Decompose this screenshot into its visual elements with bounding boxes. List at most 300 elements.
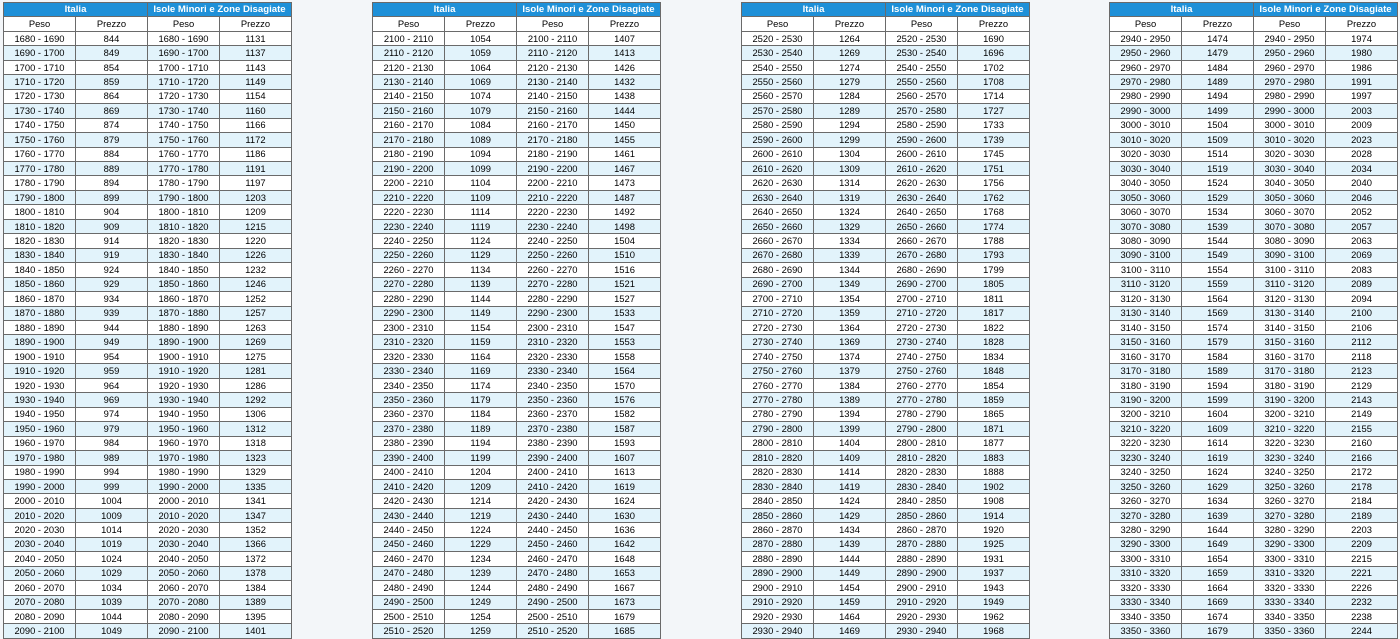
peso-isole-cell: 2390 - 2400 — [517, 451, 589, 465]
prezzo-italia-cell: 1594 — [1182, 378, 1254, 392]
peso-italia-cell: 2510 - 2520 — [373, 624, 445, 638]
peso-italia-cell: 2760 - 2770 — [742, 378, 814, 392]
peso-italia-cell: 2680 - 2690 — [742, 263, 814, 277]
table-row — [742, 219, 1030, 233]
peso-italia-cell: 3010 - 3020 — [1110, 133, 1182, 147]
prezzo-italia-cell: 1559 — [1182, 277, 1254, 291]
prezzo-isole-cell: 1413 — [589, 46, 661, 60]
prezzo-isole-cell: 1587 — [589, 422, 661, 436]
prezzo-isole-cell: 1756 — [958, 176, 1030, 190]
prezzo-italia-cell: 1469 — [814, 624, 886, 638]
peso-italia-cell: 1710 - 1720 — [4, 75, 76, 89]
peso-isole-cell: 2940 - 2950 — [1254, 31, 1326, 45]
prezzo-italia-cell: 1674 — [1182, 610, 1254, 624]
prezzo-isole-cell: 1154 — [220, 89, 292, 103]
prezzo-italia-cell: 844 — [76, 31, 148, 45]
peso-italia-cell: 3350 - 3360 — [1110, 624, 1182, 638]
column-prezzo: Prezzo — [1326, 17, 1398, 31]
peso-italia-cell: 2390 - 2400 — [373, 451, 445, 465]
peso-isole-cell: 3040 - 3050 — [1254, 176, 1326, 190]
peso-isole-cell: 3220 - 3230 — [1254, 436, 1326, 450]
price-table — [1109, 2, 1398, 639]
prezzo-isole-cell: 2166 — [1326, 451, 1398, 465]
peso-isole-cell: 1940 - 1950 — [148, 407, 220, 421]
peso-italia-cell: 1680 - 1690 — [4, 31, 76, 45]
table-row — [1110, 335, 1398, 349]
prezzo-isole-cell: 1378 — [220, 566, 292, 580]
prezzo-isole-cell: 1432 — [589, 75, 661, 89]
prezzo-italia-cell: 1369 — [814, 335, 886, 349]
table-row — [373, 523, 661, 537]
peso-isole-cell: 2770 - 2780 — [886, 393, 958, 407]
prezzo-isole-cell: 1492 — [589, 205, 661, 219]
prezzo-italia-cell: 1494 — [1182, 89, 1254, 103]
table-row — [4, 566, 292, 580]
peso-italia-cell: 2790 - 2800 — [742, 422, 814, 436]
peso-italia-cell: 2860 - 2870 — [742, 523, 814, 537]
table-row — [1110, 378, 1398, 392]
prezzo-isole-cell: 2178 — [1326, 479, 1398, 493]
table-row — [4, 494, 292, 508]
peso-italia-cell: 2110 - 2120 — [373, 46, 445, 60]
table-row — [742, 176, 1030, 190]
peso-italia-cell: 1930 - 1940 — [4, 393, 76, 407]
peso-italia-cell: 3020 - 3030 — [1110, 147, 1182, 161]
peso-italia-cell: 2610 - 2620 — [742, 161, 814, 175]
peso-isole-cell: 2190 - 2200 — [517, 161, 589, 175]
peso-italia-cell: 1820 - 1830 — [4, 234, 76, 248]
peso-italia-cell: 2840 - 2850 — [742, 494, 814, 508]
peso-isole-cell: 1860 - 1870 — [148, 292, 220, 306]
peso-italia-cell: 2260 - 2270 — [373, 263, 445, 277]
peso-italia-cell: 2080 - 2090 — [4, 610, 76, 624]
peso-italia-cell: 2350 - 2360 — [373, 393, 445, 407]
prezzo-isole-cell: 2203 — [1326, 523, 1398, 537]
peso-italia-cell: 1980 - 1990 — [4, 465, 76, 479]
prezzo-isole-cell: 1696 — [958, 46, 1030, 60]
table-row — [742, 335, 1030, 349]
peso-isole-cell: 1700 - 1710 — [148, 60, 220, 74]
table-row — [742, 292, 1030, 306]
prezzo-isole-cell: 1257 — [220, 306, 292, 320]
prezzo-isole-cell: 2226 — [1326, 581, 1398, 595]
prezzo-italia-cell: 939 — [76, 306, 148, 320]
peso-isole-cell: 2990 - 3000 — [1254, 104, 1326, 118]
peso-isole-cell: 1850 - 1860 — [148, 277, 220, 291]
peso-italia-cell: 2280 - 2290 — [373, 292, 445, 306]
prezzo-isole-cell: 1739 — [958, 133, 1030, 147]
prezzo-italia-cell: 1339 — [814, 248, 886, 262]
table-row — [742, 566, 1030, 580]
peso-isole-cell: 2140 - 2150 — [517, 89, 589, 103]
peso-italia-cell: 2870 - 2880 — [742, 537, 814, 551]
column-prezzo: Prezzo — [958, 17, 1030, 31]
column-peso: Peso — [517, 17, 589, 31]
peso-italia-cell: 2480 - 2490 — [373, 581, 445, 595]
prezzo-isole-cell: 2184 — [1326, 494, 1398, 508]
table-row — [1110, 176, 1398, 190]
peso-isole-cell: 2030 - 2040 — [148, 537, 220, 551]
table-row — [742, 364, 1030, 378]
table-row — [1110, 263, 1398, 277]
header-italia: Italia — [742, 3, 886, 17]
table-row — [4, 393, 292, 407]
peso-italia-cell: 1950 - 1960 — [4, 422, 76, 436]
peso-isole-cell: 3010 - 3020 — [1254, 133, 1326, 147]
peso-isole-cell: 2540 - 2550 — [886, 60, 958, 74]
prezzo-isole-cell: 1527 — [589, 292, 661, 306]
peso-italia-cell: 2320 - 2330 — [373, 349, 445, 363]
prezzo-isole-cell: 2057 — [1326, 219, 1398, 233]
peso-isole-cell: 2080 - 2090 — [148, 610, 220, 624]
prezzo-italia-cell: 1679 — [1182, 624, 1254, 638]
prezzo-isole-cell: 1745 — [958, 147, 1030, 161]
peso-italia-cell: 3330 - 3340 — [1110, 595, 1182, 609]
prezzo-isole-cell: 1834 — [958, 349, 1030, 363]
prezzo-italia-cell: 1349 — [814, 277, 886, 291]
peso-italia-cell: 1850 - 1860 — [4, 277, 76, 291]
prezzo-isole-cell: 1252 — [220, 292, 292, 306]
prezzo-italia-cell: 1199 — [445, 451, 517, 465]
prezzo-italia-cell: 894 — [76, 176, 148, 190]
prezzo-italia-cell: 1279 — [814, 75, 886, 89]
table-row — [1110, 523, 1398, 537]
prezzo-isole-cell: 1727 — [958, 104, 1030, 118]
prezzo-italia-cell: 1409 — [814, 451, 886, 465]
prezzo-italia-cell: 1329 — [814, 219, 886, 233]
prezzo-isole-cell: 1487 — [589, 190, 661, 204]
table-row — [373, 407, 661, 421]
peso-isole-cell: 3140 - 3150 — [1254, 320, 1326, 334]
table-row — [4, 190, 292, 204]
peso-isole-cell: 2260 - 2270 — [517, 263, 589, 277]
table-row — [742, 407, 1030, 421]
prezzo-italia-cell: 1089 — [445, 133, 517, 147]
table-row — [742, 537, 1030, 551]
peso-italia-cell: 2270 - 2280 — [373, 277, 445, 291]
table-row — [373, 60, 661, 74]
prezzo-isole-cell: 1607 — [589, 451, 661, 465]
peso-italia-cell: 2160 - 2170 — [373, 118, 445, 132]
table-row — [4, 263, 292, 277]
peso-italia-cell: 2490 - 2500 — [373, 595, 445, 609]
prezzo-isole-cell: 1281 — [220, 364, 292, 378]
prezzo-isole-cell: 2172 — [1326, 465, 1398, 479]
prezzo-italia-cell: 1624 — [1182, 465, 1254, 479]
prezzo-italia-cell: 1504 — [1182, 118, 1254, 132]
prezzo-isole-cell: 1854 — [958, 378, 1030, 392]
prezzo-italia-cell: 1589 — [1182, 364, 1254, 378]
table-row — [4, 205, 292, 219]
table-row — [4, 292, 292, 306]
column-prezzo: Prezzo — [1182, 17, 1254, 31]
peso-italia-cell: 2740 - 2750 — [742, 349, 814, 363]
prezzo-isole-cell: 1991 — [1326, 75, 1398, 89]
prezzo-italia-cell: 1649 — [1182, 537, 1254, 551]
prezzo-isole-cell: 2143 — [1326, 393, 1398, 407]
prezzo-italia-cell: 1284 — [814, 89, 886, 103]
peso-isole-cell: 2760 - 2770 — [886, 378, 958, 392]
peso-isole-cell: 2570 - 2580 — [886, 104, 958, 118]
peso-italia-cell: 2150 - 2160 — [373, 104, 445, 118]
header-isole-minori: Isole Minori e Zone Disagiate — [1254, 3, 1398, 17]
prezzo-isole-cell: 1286 — [220, 378, 292, 392]
peso-isole-cell: 1730 - 1740 — [148, 104, 220, 118]
prezzo-isole-cell: 1143 — [220, 60, 292, 74]
prezzo-isole-cell: 1636 — [589, 523, 661, 537]
peso-italia-cell: 2170 - 2180 — [373, 133, 445, 147]
peso-isole-cell: 2020 - 2030 — [148, 523, 220, 537]
prezzo-italia-cell: 1189 — [445, 422, 517, 436]
column-peso: Peso — [373, 17, 445, 31]
prezzo-italia-cell: 884 — [76, 147, 148, 161]
table-row — [1110, 465, 1398, 479]
table-row — [1110, 349, 1398, 363]
prezzo-italia-cell: 1574 — [1182, 320, 1254, 334]
table-row — [1110, 624, 1398, 638]
peso-isole-cell: 1780 - 1790 — [148, 176, 220, 190]
table-row — [4, 335, 292, 349]
column-prezzo: Prezzo — [445, 17, 517, 31]
prezzo-isole-cell: 1980 — [1326, 46, 1398, 60]
peso-italia-cell: 2820 - 2830 — [742, 465, 814, 479]
table-row — [4, 46, 292, 60]
prezzo-isole-cell: 1149 — [220, 75, 292, 89]
prezzo-isole-cell: 1576 — [589, 393, 661, 407]
peso-italia-cell: 2310 - 2320 — [373, 335, 445, 349]
peso-italia-cell: 2040 - 2050 — [4, 552, 76, 566]
prezzo-italia-cell: 1259 — [445, 624, 517, 638]
peso-italia-cell: 3110 - 3120 — [1110, 277, 1182, 291]
prezzo-italia-cell: 1459 — [814, 595, 886, 609]
peso-italia-cell: 2190 - 2200 — [373, 161, 445, 175]
prezzo-italia-cell: 1129 — [445, 248, 517, 262]
prezzo-isole-cell: 1341 — [220, 494, 292, 508]
prezzo-italia-cell: 1499 — [1182, 104, 1254, 118]
peso-isole-cell: 3280 - 3290 — [1254, 523, 1326, 537]
peso-isole-cell: 2110 - 2120 — [517, 46, 589, 60]
peso-italia-cell: 2720 - 2730 — [742, 320, 814, 334]
peso-isole-cell: 3340 - 3350 — [1254, 610, 1326, 624]
table-row — [742, 479, 1030, 493]
table-row — [4, 537, 292, 551]
prezzo-italia-cell: 914 — [76, 234, 148, 248]
peso-italia-cell: 2200 - 2210 — [373, 176, 445, 190]
peso-italia-cell: 3030 - 3040 — [1110, 161, 1182, 175]
prezzo-italia-cell: 1614 — [1182, 436, 1254, 450]
prezzo-isole-cell: 1774 — [958, 219, 1030, 233]
prezzo-italia-cell: 1334 — [814, 234, 886, 248]
peso-isole-cell: 3320 - 3330 — [1254, 581, 1326, 595]
peso-isole-cell: 1810 - 1820 — [148, 219, 220, 233]
prezzo-italia-cell: 1484 — [1182, 60, 1254, 74]
peso-italia-cell: 3050 - 3060 — [1110, 190, 1182, 204]
peso-italia-cell: 1880 - 1890 — [4, 320, 76, 334]
peso-isole-cell: 2660 - 2670 — [886, 234, 958, 248]
peso-isole-cell: 2930 - 2940 — [886, 624, 958, 638]
table-row — [373, 581, 661, 595]
peso-isole-cell: 2840 - 2850 — [886, 494, 958, 508]
column-prezzo: Prezzo — [814, 17, 886, 31]
prezzo-isole-cell: 1685 — [589, 624, 661, 638]
peso-italia-cell: 3320 - 3330 — [1110, 581, 1182, 595]
peso-italia-cell: 2700 - 2710 — [742, 292, 814, 306]
peso-isole-cell: 1950 - 1960 — [148, 422, 220, 436]
prezzo-italia-cell: 874 — [76, 118, 148, 132]
peso-italia-cell: 1780 - 1790 — [4, 176, 76, 190]
peso-isole-cell: 2010 - 2020 — [148, 508, 220, 522]
prezzo-isole-cell: 2221 — [1326, 566, 1398, 580]
price-table — [372, 2, 661, 639]
prezzo-italia-cell: 1659 — [1182, 566, 1254, 580]
peso-italia-cell: 3210 - 3220 — [1110, 422, 1182, 436]
prezzo-italia-cell: 1319 — [814, 190, 886, 204]
peso-italia-cell: 2180 - 2190 — [373, 147, 445, 161]
prezzo-isole-cell: 1232 — [220, 263, 292, 277]
prezzo-italia-cell: 1194 — [445, 436, 517, 450]
table-row — [1110, 306, 1398, 320]
prezzo-italia-cell: 934 — [76, 292, 148, 306]
peso-italia-cell: 2970 - 2980 — [1110, 75, 1182, 89]
peso-italia-cell: 2910 - 2920 — [742, 595, 814, 609]
peso-isole-cell: 2730 - 2740 — [886, 335, 958, 349]
prezzo-italia-cell: 1579 — [1182, 335, 1254, 349]
prezzo-italia-cell: 1539 — [1182, 219, 1254, 233]
prezzo-italia-cell: 1179 — [445, 393, 517, 407]
table-row — [373, 234, 661, 248]
prezzo-isole-cell: 1920 — [958, 523, 1030, 537]
prezzo-italia-cell: 1009 — [76, 508, 148, 522]
table-row — [373, 320, 661, 334]
peso-isole-cell: 2640 - 2650 — [886, 205, 958, 219]
peso-isole-cell: 3210 - 3220 — [1254, 422, 1326, 436]
peso-italia-cell: 3270 - 3280 — [1110, 508, 1182, 522]
peso-italia-cell: 2450 - 2460 — [373, 537, 445, 551]
prezzo-isole-cell: 2232 — [1326, 595, 1398, 609]
prezzo-isole-cell: 1877 — [958, 436, 1030, 450]
peso-isole-cell: 2490 - 2500 — [517, 595, 589, 609]
peso-italia-cell: 2520 - 2530 — [742, 31, 814, 45]
peso-isole-cell: 1710 - 1720 — [148, 75, 220, 89]
peso-isole-cell: 1740 - 1750 — [148, 118, 220, 132]
prezzo-italia-cell: 919 — [76, 248, 148, 262]
prezzo-isole-cell: 2189 — [1326, 508, 1398, 522]
peso-isole-cell: 2360 - 2370 — [517, 407, 589, 421]
prezzo-isole-cell: 1593 — [589, 436, 661, 450]
peso-italia-cell: 2750 - 2760 — [742, 364, 814, 378]
peso-isole-cell: 2220 - 2230 — [517, 205, 589, 219]
table-row — [742, 581, 1030, 595]
peso-isole-cell: 3240 - 3250 — [1254, 465, 1326, 479]
peso-isole-cell: 2560 - 2570 — [886, 89, 958, 103]
prezzo-isole-cell: 1582 — [589, 407, 661, 421]
prezzo-italia-cell: 879 — [76, 133, 148, 147]
peso-isole-cell: 2860 - 2870 — [886, 523, 958, 537]
peso-italia-cell: 1810 - 1820 — [4, 219, 76, 233]
table-row — [4, 451, 292, 465]
prezzo-italia-cell: 1599 — [1182, 393, 1254, 407]
table-row — [742, 393, 1030, 407]
header-isole-minori: Isole Minori e Zone Disagiate — [517, 3, 661, 17]
prezzo-italia-cell: 1304 — [814, 147, 886, 161]
table-row — [1110, 118, 1398, 132]
table-row — [4, 161, 292, 175]
table-row — [4, 306, 292, 320]
table-row — [1110, 133, 1398, 147]
table-row — [4, 89, 292, 103]
peso-italia-cell: 2500 - 2510 — [373, 610, 445, 624]
peso-isole-cell: 1790 - 1800 — [148, 190, 220, 204]
prezzo-italia-cell: 1239 — [445, 566, 517, 580]
prezzo-isole-cell: 1473 — [589, 176, 661, 190]
prezzo-italia-cell: 1424 — [814, 494, 886, 508]
table-row — [373, 479, 661, 493]
peso-isole-cell: 2550 - 2560 — [886, 75, 958, 89]
prezzo-italia-cell: 1324 — [814, 205, 886, 219]
table-row — [742, 190, 1030, 204]
table-row — [742, 378, 1030, 392]
prezzo-italia-cell: 1079 — [445, 104, 517, 118]
prezzo-italia-cell: 1054 — [445, 31, 517, 45]
column-peso: Peso — [148, 17, 220, 31]
table-row — [373, 277, 661, 291]
prezzo-italia-cell: 1584 — [1182, 349, 1254, 363]
peso-isole-cell: 3160 - 3170 — [1254, 349, 1326, 363]
table-row — [373, 364, 661, 378]
prezzo-isole-cell: 1131 — [220, 31, 292, 45]
table-row — [373, 494, 661, 508]
prezzo-isole-cell: 1925 — [958, 537, 1030, 551]
peso-italia-cell: 2070 - 2080 — [4, 595, 76, 609]
prezzo-isole-cell: 1461 — [589, 147, 661, 161]
table-row — [373, 147, 661, 161]
prezzo-italia-cell: 1039 — [76, 595, 148, 609]
peso-italia-cell: 3250 - 3260 — [1110, 479, 1182, 493]
peso-italia-cell: 2650 - 2660 — [742, 219, 814, 233]
peso-italia-cell: 2660 - 2670 — [742, 234, 814, 248]
peso-italia-cell: 2470 - 2480 — [373, 566, 445, 580]
column-prezzo: Prezzo — [220, 17, 292, 31]
peso-italia-cell: 3090 - 3100 — [1110, 248, 1182, 262]
prezzo-italia-cell: 1134 — [445, 263, 517, 277]
table-row — [373, 610, 661, 624]
prezzo-italia-cell: 1434 — [814, 523, 886, 537]
peso-italia-cell: 3040 - 3050 — [1110, 176, 1182, 190]
prezzo-isole-cell: 1335 — [220, 479, 292, 493]
peso-isole-cell: 1830 - 1840 — [148, 248, 220, 262]
prezzo-isole-cell: 1817 — [958, 306, 1030, 320]
prezzo-isole-cell: 1708 — [958, 75, 1030, 89]
peso-isole-cell: 3090 - 3100 — [1254, 248, 1326, 262]
prezzo-isole-cell: 1619 — [589, 479, 661, 493]
peso-italia-cell: 2730 - 2740 — [742, 335, 814, 349]
peso-italia-cell: 1740 - 1750 — [4, 118, 76, 132]
prezzo-isole-cell: 1467 — [589, 161, 661, 175]
prezzo-italia-cell: 1374 — [814, 349, 886, 363]
peso-isole-cell: 2680 - 2690 — [886, 263, 958, 277]
prezzo-italia-cell: 1479 — [1182, 46, 1254, 60]
table-row — [742, 552, 1030, 566]
prezzo-isole-cell: 2089 — [1326, 277, 1398, 291]
peso-isole-cell: 2000 - 2010 — [148, 494, 220, 508]
prezzo-italia-cell: 1169 — [445, 364, 517, 378]
peso-italia-cell: 1690 - 1700 — [4, 46, 76, 60]
prezzo-italia-cell: 954 — [76, 349, 148, 363]
peso-isole-cell: 2210 - 2220 — [517, 190, 589, 204]
peso-isole-cell: 2320 - 2330 — [517, 349, 589, 363]
peso-italia-cell: 2000 - 2010 — [4, 494, 76, 508]
peso-italia-cell: 2690 - 2700 — [742, 277, 814, 291]
